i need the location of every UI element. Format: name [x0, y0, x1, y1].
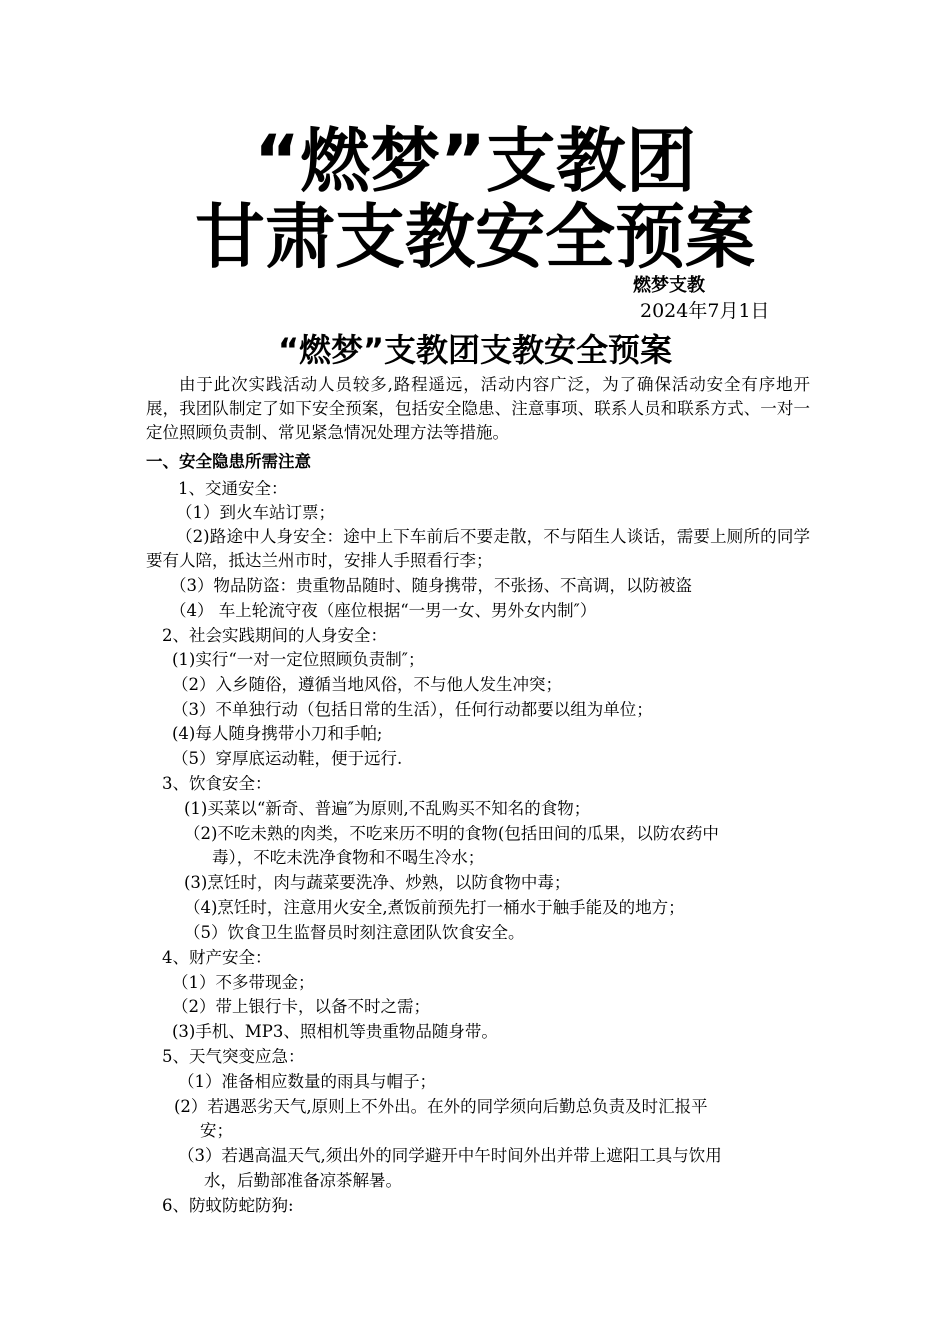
list-item: (1)买菜以“新奇、普遍″为原则,不乱购买不知名的食物；	[184, 799, 591, 818]
document-author: 燃梦支教	[633, 275, 705, 296]
subsection-heading-personal: 2、社会实践期间的人身安全：	[162, 626, 387, 645]
subsection-heading-insects: 6、防蚊防蛇防狗:	[162, 1196, 294, 1215]
list-item: （1）准备相应数量的雨具与帽子；	[178, 1072, 436, 1091]
list-item: （5）穿厚底运动鞋，便于远行.	[172, 749, 403, 768]
intro-paragraph: 由于此次实践活动人员较多,路程遥远，活动内容广泛，为了确保活动安全有序地开展，我团队制定了如下安全预案，包括安全隐患、注意事项、联系人员和联系方式、一对一定位照顾负责制、常见紧急情况处理方法等措施。	[146, 375, 810, 442]
list-item: （4)烹饪时，注意用火安全,煮饭前预先打一桶水于触手能及的地方；	[184, 898, 685, 917]
subsection-heading-weather: 5、天气突变应急：	[162, 1047, 305, 1066]
document-date: 2024年7月1日	[640, 300, 770, 322]
section-heading: 一、安全隐患所需注意	[146, 452, 311, 471]
list-item: （3）若遇高温天气,须出外的同学避开中午时间外出并带上遮阳工具与饮用	[178, 1146, 722, 1165]
list-item-continuation: 毒），不吃未洗净食物和不喝生冷水；	[212, 848, 485, 867]
subsection-heading-property: 4、财产安全：	[162, 948, 272, 967]
list-item: （1）不多带现金；	[172, 973, 315, 992]
list-item: （5）饮食卫生监督员时刻注意团队饮食安全。	[184, 923, 525, 942]
list-item: (1)实行“一对一定位照顾负责制″；	[172, 650, 425, 669]
list-item-continuation: 水，后勤部准备凉茶解暑。	[204, 1171, 402, 1190]
subsection-heading-food: 3、饮食安全：	[162, 774, 272, 793]
list-item: （3）物品防盗：贵重物品随时、随身携带，不张扬、不高调，以防被盗	[170, 576, 692, 595]
list-item: （1）到火车站订票；	[176, 503, 335, 522]
subsection-heading-traffic: 1、交通安全：	[178, 479, 288, 498]
list-item: （2)路途中人身安全：途中上下车前后不要走散，不与陌生人谈话，需要上厕所的同学要有人陪，抵达兰州市时，安排人手照看行李；	[146, 527, 810, 570]
list-item: (2）若遇恶劣天气,原则上不外出。在外的同学须向后勤总负责及时汇报平	[174, 1097, 708, 1116]
list-item: （3）不单独行动（包括日常的生活），任何行动都要以组为单位；	[172, 700, 653, 719]
list-item: （2）带上银行卡，以备不时之需；	[172, 997, 430, 1016]
list-item-continuation: 安；	[200, 1121, 233, 1140]
list-item: (3)手机、MP3、照相机等贵重物品随身带。	[172, 1022, 498, 1041]
list-item: （4） 车上轮流守夜（座位根据“一男一女、男外女内制″）	[170, 601, 597, 620]
plan-title: “燃梦”支教团支教安全预案	[277, 331, 673, 369]
document-title-line-1: “燃梦”支教团	[253, 120, 696, 202]
list-item: (4)每人随身携带小刀和手帕;	[172, 724, 383, 743]
document-title-line-2: 甘肃支教安全预案	[195, 196, 755, 278]
list-item: （2)不吃未熟的肉类，不吃来历不明的食物(包括田间的瓜果，以防农药中	[184, 824, 719, 843]
list-item: (3)烹饪时，肉与蔬菜要洗净、炒熟，以防食物中毒；	[184, 873, 571, 892]
list-item: （2）入乡随俗，遵循当地风俗，不与他人发生冲突；	[172, 675, 562, 694]
